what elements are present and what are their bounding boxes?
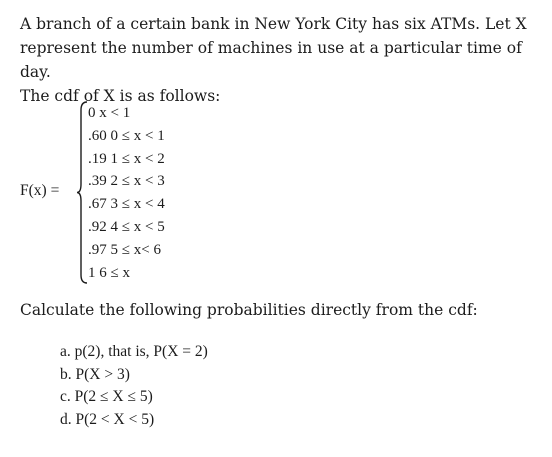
cdf-case: .19 1 ≤ x < 2 [88,150,165,167]
problem-intro [20,12,540,108]
cdf-case: .39 2 ≤ x < 3 [88,173,165,190]
question-part-d: d. P(2 < X < 5) [60,410,155,428]
cdf-definition [20,100,320,285]
cdf-case: .60 0 ≤ x < 1 [88,127,165,144]
left-brace-icon [76,100,88,285]
question-part-c: c. P(2 ≤ X ≤ 5) [60,388,153,405]
question-part-b: b. P(X > 3) [60,365,130,383]
question-part-a: a. p(2), that is, P(X = 2) [60,343,208,360]
cdf-cases [88,102,165,284]
cdf-case: .97 5 ≤ x< 6 [88,241,161,258]
cdf-case: 1 6 ≤ x [88,264,130,281]
intro-line-3: The cdf of X is as follows: [20,87,221,105]
question-parts [60,341,208,431]
cdf-case: 0 x < 1 [88,105,131,121]
intro-line-1: A branch of a certain bank in New York City has six ATMs. Let X [20,15,527,33]
cdf-case: .92 4 ≤ x < 5 [88,218,165,235]
intro-line-2: represent the number of machines in use at a particular time of day. [20,39,522,81]
cdf-case: .67 3 ≤ x < 4 [88,196,165,213]
cdf-lhs: F(x) = [20,182,60,199]
question-prompt: Calculate the following probabilities directly from the cdf: [20,301,478,319]
